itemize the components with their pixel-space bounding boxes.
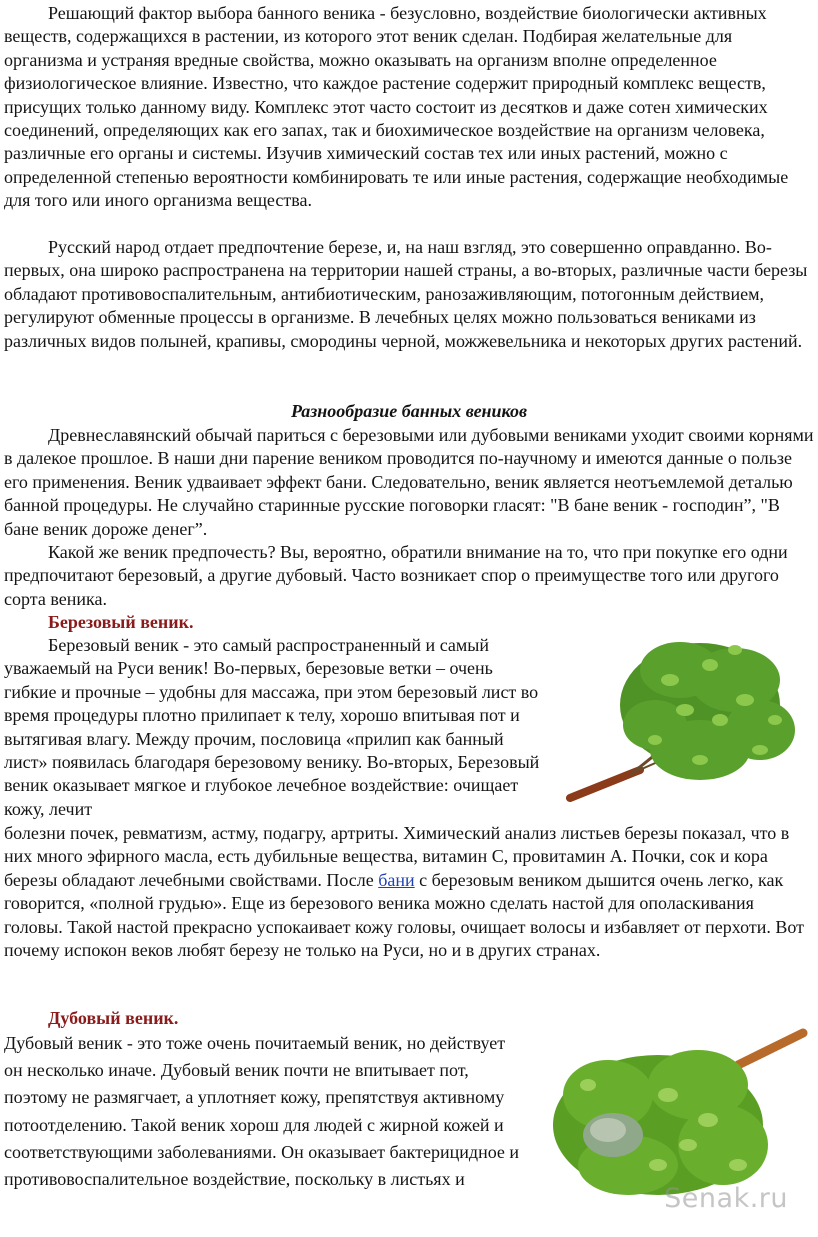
watermark-logo: Senak.ru [664,1183,788,1214]
paragraph-birch-preference: Русский народ отдает предпочтение березе, и, на наш взгляд, это совершенно оправданно. Во-первых, она широко распространена на территории нашей страны, а во-вторых, различные части березы обладают противовоспалительным, антибиотическим, ранозаживляющим, потогонным действием, регулируют обменные процессы в организме. В лечебных целях можно пользоваться вениками из различных видов полыней, крапивы, смородины черной, можжевельника и некоторых других растений. [4,237,808,351]
paragraph-choice: Какой же веник предпочесть? Вы, вероятно, обратили внимание на то, что при покупке его одни предпочитают березовый, а другие дубовый. Часто возникает спор о преимуществе того или другого сорта веника. [4,542,788,609]
oak-paragraph: Дубовый веник - это тоже очень почитаемый веник, но действует он несколько иначе. Дубовый веник почти не впитывает пот, поэтому не размягчает, а уплотняет кожу, препятствуя активному потоотделению. Такой веник хорош для людей с жирной кожей и соответствующими заболеваниями. Он оказывает бактерицидное и противовоспалительное воздействие, поскольку в листьях и [4,1033,520,1190]
oak-heading: Дубовый веник. [48,1008,179,1028]
paragraph-tradition: Древнеславянский обычай париться с березовыми или дубовыми вениками уходит своими корнями в далекое прошлое. В наши дни парение веником проводится по-научному и имеются данные о пользе его применения. Веник удваивает эффект бани. Следовательно, веник является неотъемлемой деталью банной процедуры. Не случайно старинные русские поговорки гласят: "В бане веник - господин”, "В бане веник дороже денег”. [4,425,814,539]
oak-broom-image [548,1025,810,1203]
bani-link[interactable]: бани [378,869,415,890]
birch-heading: Березовый веник. [48,612,194,632]
paragraph-intro: Решающий фактор выбора банного веника - безусловно, воздействие биологически активных веществ, содержащихся в растении, из которого этот веник сделан. Подбирая желательные для организма и устраняя вредные свойства, можно оказывать на организм вполне определенное физиологическое влияние. Известно, что каждое растение содержит природный комплекс веществ, присущих только данному виду. Комплекс этот часто состоит из десятков и даже сотен химических соединений, определяющих как его запах, так и биохимическое воздействие на организм человека, различные его органы и системы. Изучив химический состав тех или иных растений, можно с определенной степенью вероятности комбинировать те или иные растения, содержащие необходимые для того или иного организма вещества. [4,3,789,211]
birch-cont-text-b: с березовым веником дышится очень легко, как говорится, «полной грудью». Еще из березового веника можно сделать настой для ополаскивания головы. Такой настой прекрасно успокаивает кожу головы, очищает волосы и избавляет от перхоти. Вот почему испокон веков любят березу не только на Руси, но и в других странах. [4,869,804,961]
birch-paragraph: Березовый веник - это самый распространенный и самый уважаемый на Руси веник! Во-первых, березовые ветки – очень гибкие и прочные – удобны для массажа, при этом березовый лист во время процедуры плотно прилипает к телу, хорошо впитывая пот и вытягивая влагу. Между прочим, пословица «прилип как банный лист» появилась благодаря березовому венику. Во-вторых, Березовый веник оказывает мягкое и глубокое лечебное воздействие: очищает кожу, лечит [4,635,540,819]
section-title: Разнообразие банных веников [290,401,528,421]
birch-paragraph-continued [4,822,816,962]
birch-broom-image [560,610,805,810]
birch-cont-text-a: болезни почек, ревматизм, астму, подагру, артриты. Химический анализ листьев березы показал, что в них много эфирного масла, есть дубильные вещества, витамин С, провитамин А. Почки, сок и кора березы обладают лечебными свойствами. После [4,823,790,890]
